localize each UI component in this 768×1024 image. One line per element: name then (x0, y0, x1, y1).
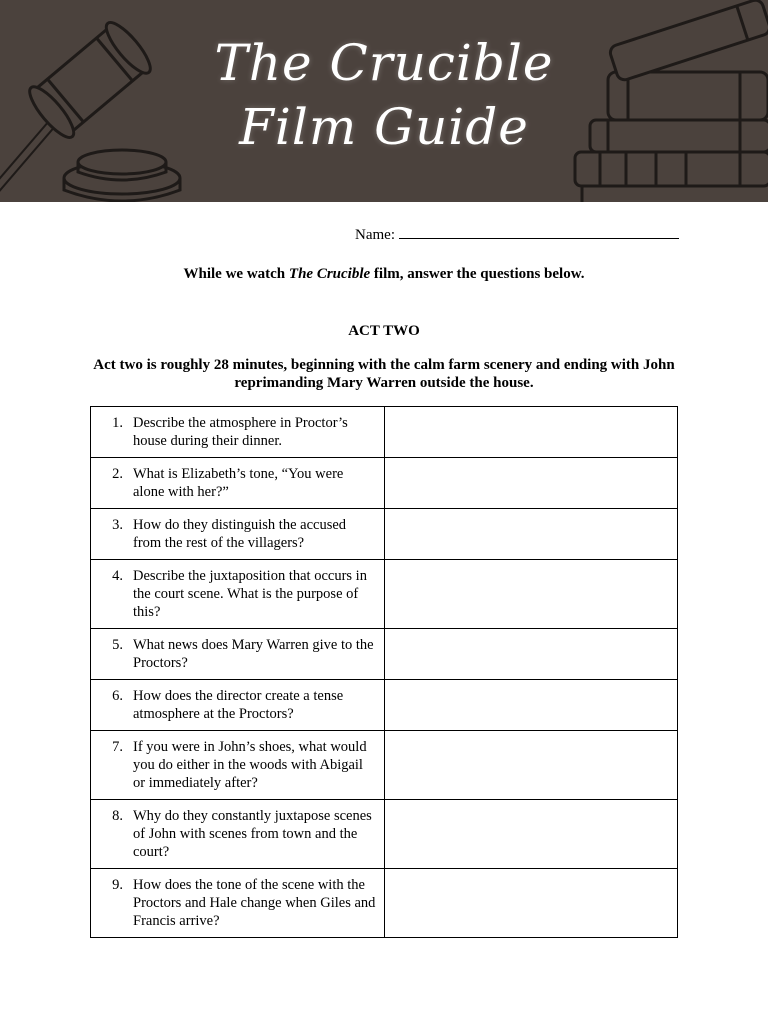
question-number: 1. (112, 415, 123, 431)
table-row (91, 560, 678, 629)
question-cell (91, 458, 385, 509)
act-description: Act two is roughly 28 minutes, beginning with the calm farm scenery and ending with John reprimanding Mary Warren outside the house. (93, 357, 675, 391)
question-text: If you were in John’s shoes, what would you do either in the woods with Abigail or immediately after? (133, 739, 367, 791)
question-number: 2. (112, 466, 123, 482)
question-number: 6. (112, 688, 123, 704)
table-row (91, 509, 678, 560)
table-row (91, 869, 678, 938)
table-row (91, 731, 678, 800)
table-row (91, 458, 678, 509)
question-cell (91, 731, 385, 800)
question-cell (91, 629, 385, 680)
answer-cell[interactable] (384, 869, 677, 938)
question-text: How do they distinguish the accused from the rest of the villagers? (133, 517, 347, 551)
name-blank[interactable] (399, 224, 679, 239)
answer-cell[interactable] (384, 800, 677, 869)
answer-cell[interactable] (384, 509, 677, 560)
question-number: 4. (112, 568, 123, 584)
question-number: 3. (112, 517, 123, 533)
question-text: What is Elizabeth’s tone, “You were alone with her?” (133, 466, 344, 500)
question-cell (91, 869, 385, 938)
banner-subtitle: Film Guide (239, 98, 529, 156)
name-field (355, 224, 679, 244)
answer-cell[interactable] (384, 680, 677, 731)
questions-table (90, 406, 678, 938)
question-cell (91, 680, 385, 731)
table-row (91, 407, 678, 458)
question-cell (91, 509, 385, 560)
question-cell (91, 560, 385, 629)
banner-title: The Crucible (214, 34, 554, 92)
instructions (0, 266, 768, 283)
question-number: 5. (112, 637, 123, 653)
instructions-before: While we watch (183, 266, 289, 282)
question-number: 8. (112, 808, 123, 824)
table-row (91, 680, 678, 731)
act-heading: ACT TWO (348, 323, 420, 339)
header-banner (0, 0, 768, 202)
answer-cell[interactable] (384, 560, 677, 629)
question-text: What news does Mary Warren give to the Proctors? (133, 637, 374, 671)
question-number: 9. (112, 877, 123, 893)
question-cell (91, 800, 385, 869)
answer-cell[interactable] (384, 731, 677, 800)
answer-cell[interactable] (384, 458, 677, 509)
name-label: Name: (355, 227, 395, 243)
question-number: 7. (112, 739, 123, 755)
question-text: How does the tone of the scene with the Proctors and Hale change when Giles and Francis arrive? (133, 877, 376, 929)
instructions-title: The Crucible (288, 266, 371, 282)
table-row (91, 800, 678, 869)
question-text: Describe the juxtaposition that occurs in the court scene. What is the purpose of this? (133, 568, 367, 620)
question-text: Describe the atmosphere in Proctor’s house during their dinner. (133, 415, 348, 449)
table-row (91, 629, 678, 680)
answer-cell[interactable] (384, 629, 677, 680)
question-text: Why do they constantly juxtapose scenes of John with scenes from town and the court? (133, 808, 372, 860)
answer-cell[interactable] (384, 407, 677, 458)
question-cell (91, 407, 385, 458)
question-text: How does the director create a tense atmosphere at the Proctors? (133, 688, 344, 722)
instructions-after: film, answer the questions below. (370, 266, 585, 282)
